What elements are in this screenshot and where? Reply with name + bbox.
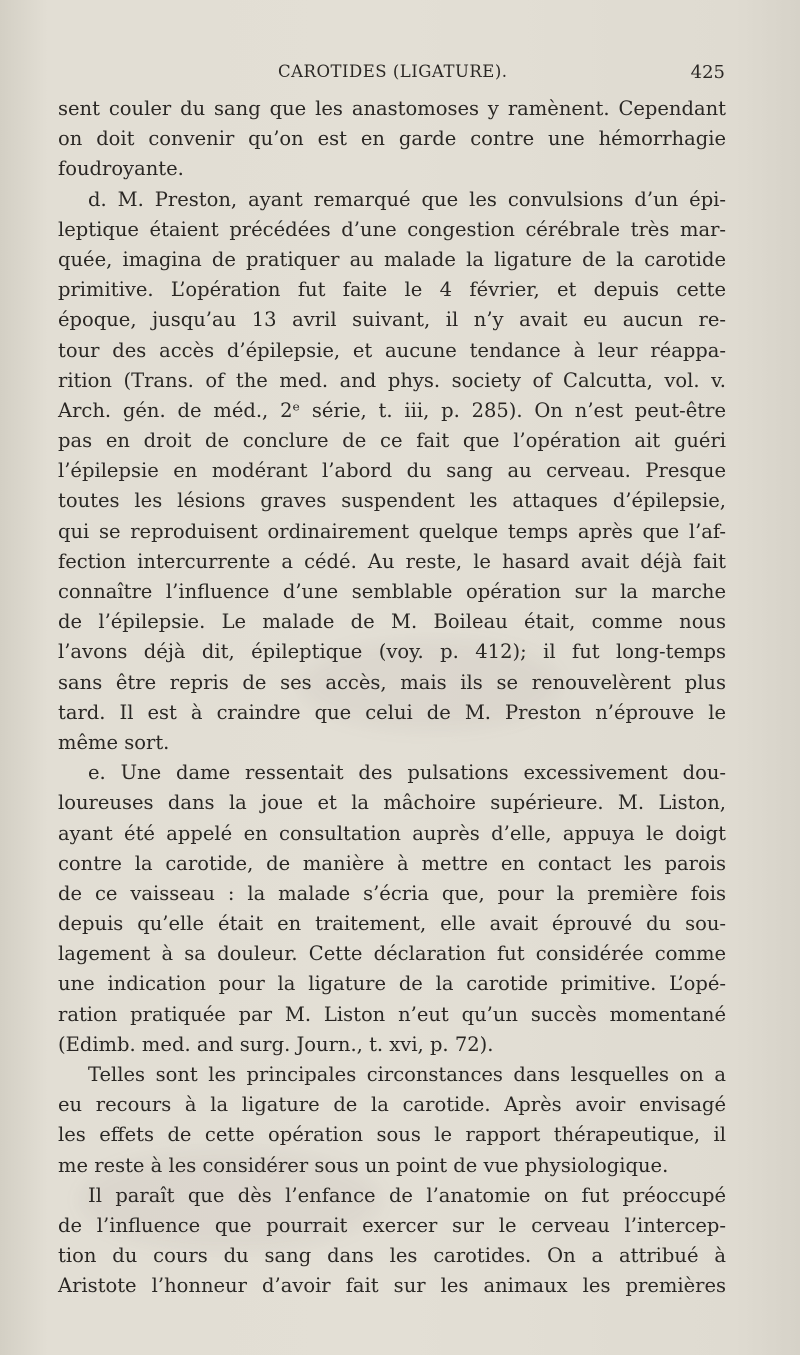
text-line: ayant été appelé en consultation auprès d’elle, appuya le doigt bbox=[58, 821, 726, 845]
text-line: même sort. bbox=[58, 730, 170, 754]
text-line: époque, jusqu’au 13 avril suivant, il n’y avait eu aucun re- bbox=[58, 308, 726, 332]
text-line: d. M. Preston, ayant remarqué que les convulsions d’un épi- bbox=[88, 187, 726, 211]
text-line: tion du cours du sang dans les carotides. On a attribué à bbox=[58, 1244, 726, 1268]
text-line: depuis qu’elle était en traitement, elle avait éprouvé du sou- bbox=[58, 912, 726, 936]
text-line: lagement à sa douleur. Cette déclaration fut considérée comme bbox=[58, 942, 726, 966]
text-line: foudroyante. bbox=[58, 157, 184, 181]
text-line: tour des accès d’épilepsie, et aucune tendance à leur réappa- bbox=[58, 338, 726, 362]
text-line: l’épilepsie en modérant l’abord du sang au cerveau. Presque bbox=[58, 459, 726, 483]
text-line: l’avons déjà dit, épileptique (voy. p. 412); il fut long-temps bbox=[58, 640, 726, 664]
text-line: de ce vaisseau : la malade s’écria que, pour la première fois bbox=[58, 881, 726, 905]
text-line: sans être repris de ses accès, mais ils se renouvelèrent plus bbox=[58, 670, 726, 694]
text-line: contre la carotide, de manière à mettre en contact les parois bbox=[58, 851, 726, 875]
text-line: loureuses dans la joue et la mâchoire supérieure. M. Liston, bbox=[58, 791, 726, 815]
text-line: primitive. L’opération fut faite le 4 février, et depuis cette bbox=[58, 278, 726, 302]
text-line: pas en droit de conclure de ce fait que l’opération ait guéri bbox=[58, 429, 726, 453]
body-text bbox=[58, 94, 726, 1302]
text-line: de l’influence que pourrait exercer sur le cerveau l’intercep- bbox=[58, 1213, 726, 1237]
text-line: (Edimb. med. and surg. Journ., t. xvi, p. 72). bbox=[58, 1032, 494, 1056]
text-line: ration pratiquée par M. Liston n’eut qu’un succès momentané bbox=[58, 1002, 726, 1026]
text-line: on doit convenir qu’on est en garde contre une hémorrhagie bbox=[58, 127, 726, 151]
running-title: CAROTIDES (LIGATURE). bbox=[278, 62, 508, 81]
text-line: les effets de cette opération sous le rapport thérapeutique, il bbox=[58, 1123, 726, 1147]
text-line: Arch. gén. de méd., 2ᵉ série, t. iii, p. 285). On n’est peut-être bbox=[58, 398, 726, 422]
text-line: Aristote l’honneur d’avoir fait sur les animaux les premières bbox=[58, 1274, 726, 1298]
text-line: une indication pour la ligature de la carotide primitive. L’opé- bbox=[58, 972, 726, 996]
text-line: Il paraît que dès l’enfance de l’anatomie on fut préoccupé bbox=[88, 1183, 726, 1207]
text-line: qui se reproduisent ordinairement quelque temps après que l’af- bbox=[58, 519, 726, 543]
page-number: 425 bbox=[690, 62, 725, 83]
text-line: leptique étaient précédées d’une congestion cérébrale très mar- bbox=[58, 217, 726, 241]
text-line: quée, imagina de pratiquer au malade la ligature de la carotide bbox=[58, 247, 726, 271]
text-line: tard. Il est à craindre que celui de M. Preston n’éprouve le bbox=[58, 700, 726, 724]
text-line: e. Une dame ressentait des pulsations excessivement dou- bbox=[88, 761, 726, 785]
text-line: me reste à les considérer sous un point de vue physiologique. bbox=[58, 1153, 669, 1177]
text-line: rition (Trans. of the med. and phys. society of Calcutta, vol. v. bbox=[58, 368, 726, 392]
text-line: eu recours à la ligature de la carotide. Après avoir envisagé bbox=[58, 1093, 726, 1117]
text-line: de l’épilepsie. Le malade de M. Boileau était, comme nous bbox=[58, 610, 726, 634]
text-line: Telles sont les principales circonstances dans lesquelles on a bbox=[88, 1063, 726, 1086]
text-line: connaître l’influence d’une semblable opération sur la marche bbox=[58, 580, 726, 603]
text-line: fection intercurrente a cédé. Au reste, le hasard avait déjà fait bbox=[58, 549, 726, 573]
text-line: sent couler du sang que les anastomoses y ramènent. Cependant bbox=[58, 97, 726, 120]
text-line: toutes les lésions graves suspendent les attaques d’épilepsie, bbox=[58, 489, 726, 513]
running-header bbox=[60, 62, 725, 88]
